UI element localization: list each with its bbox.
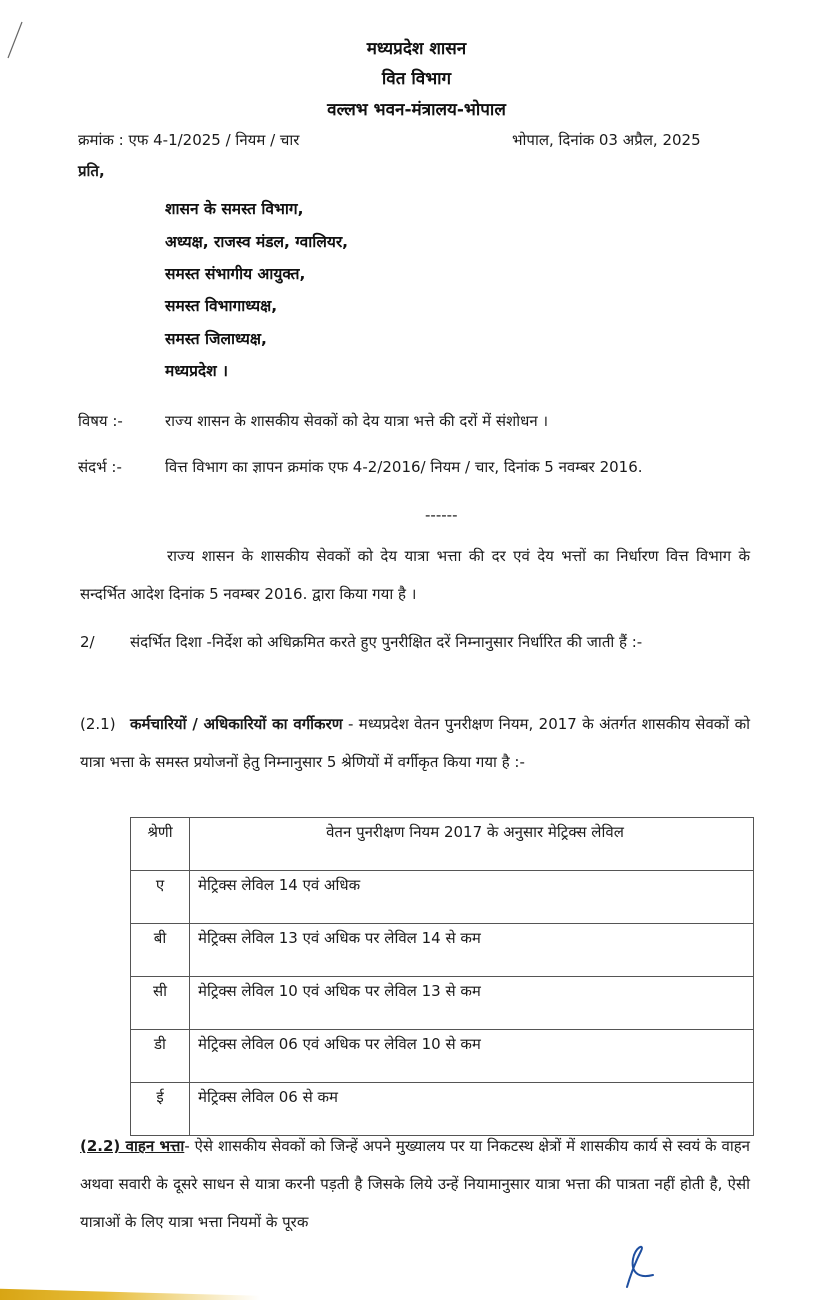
addressee: समस्त जिलाध्यक्ष, <box>165 330 267 348</box>
place-date: भोपाल, दिनांक 03 अप्रैल, 2025 <box>512 131 701 149</box>
table-header-category: श्रेणी <box>131 818 190 871</box>
table-cell-level: मेट्रिक्स लेविल 10 एवं अधिक पर लेविल 13 से कम <box>190 977 754 1030</box>
table-cell-category: बी <box>131 924 190 977</box>
table-row <box>131 977 754 1030</box>
paragraph-intro: राज्य शासन के शासकीय सेवकों को देय यात्रा भत्ता की दर एवं देय भत्तों का निर्धारण वित्त विभाग के सन्दर्भित आदेश दिनांक 5 नवम्बर 2016. द्वारा किया गया है । <box>80 547 750 603</box>
table-cell-level: मेट्रिक्स लेविल 13 एवं अधिक पर लेविल 14 से कम <box>190 924 754 977</box>
reference-label: संदर्भ :- <box>78 458 122 476</box>
page-edge-shadow <box>0 1286 260 1300</box>
classification-table <box>130 817 754 1136</box>
table-row <box>131 871 754 924</box>
table-header-row <box>131 818 754 871</box>
signature-initial <box>615 1245 665 1290</box>
paragraph-2-2-heading: (2.2) वाहन भत्ता <box>80 1137 185 1155</box>
addressee: समस्त विभागाध्यक्ष, <box>165 297 278 315</box>
paragraph-2-2 <box>80 1127 750 1241</box>
paragraph-2-1-number: (2.1) <box>80 715 116 733</box>
paragraph-2-1 <box>80 705 750 781</box>
subject-label: विषय :- <box>78 412 123 430</box>
paragraph-2-2-text: - ऐसे शासकीय सेवकों को जिन्हें अपने मुख्यालय पर या निकटस्थ क्षेत्रों में शासकीय कार्य से स्वयं के वाहन अथवा सवारी के दूसरे साधन से यात्रा करनी पड़ती है जिसके लिये उन्हें नियामानुसार यात्रा भत्ता की पात्रता नहीं होती है, ऐसी यात्राओं के लिए यात्रा भत्ता नियमों के पूरक <box>80 1137 750 1231</box>
header-address: वल्लभ भवन-मंत्रालय-भोपाल <box>327 100 506 120</box>
addressee: अध्यक्ष, राजस्व मंडल, ग्वालियर, <box>165 233 349 251</box>
table-cell-level: मेट्रिक्स लेविल 06 से कम <box>190 1083 754 1136</box>
pen-mark <box>0 0 40 70</box>
addressee: समस्त संभागीय आयुक्त, <box>165 265 306 283</box>
table-cell-category: डी <box>131 1030 190 1083</box>
table-cell-category: ई <box>131 1083 190 1136</box>
table-cell-level: मेट्रिक्स लेविल 14 एवं अधिक <box>190 871 754 924</box>
table-cell-category: ए <box>131 871 190 924</box>
paragraph-2-text: संदर्भित दिशा -निर्देश को अधिक्रमित करते हुए पुनरीक्षित दरें निम्नानुसार निर्धारित की जाती हैं :- <box>130 633 643 651</box>
paragraph-2 <box>80 623 750 661</box>
separator: ------ <box>425 506 458 524</box>
header-department: वित विभाग <box>381 69 452 89</box>
table-cell-category: सी <box>131 977 190 1030</box>
addressee: शासन के समस्त विभाग, <box>165 200 304 218</box>
paragraph-2-1-heading: कर्मचारियों / अधिकारियों का वर्गीकरण <box>130 715 343 733</box>
reference-number: क्रमांक : एफ 4-1/2025 / नियम / चार <box>78 131 300 149</box>
table-header-matrix-level: वेतन पुनरीक्षण नियम 2017 के अनुसार मेट्रिक्स लेविल <box>190 818 754 871</box>
table-row <box>131 1030 754 1083</box>
table-cell-level: मेट्रिक्स लेविल 06 एवं अधिक पर लेविल 10 से कम <box>190 1030 754 1083</box>
reference-text: वित्त विभाग का ज्ञापन क्रमांक एफ 4-2/2016/ नियम / चार, दिनांक 5 नवम्बर 2016. <box>165 458 643 476</box>
table-row <box>131 924 754 977</box>
paragraph-2-number: 2/ <box>80 633 95 651</box>
subject-text: राज्य शासन के शासकीय सेवकों को देय यात्रा भत्ते की दरों में संशोधन । <box>165 412 549 430</box>
to-label: प्रति, <box>78 162 105 180</box>
addressee: मध्यप्रदेश । <box>165 362 228 380</box>
paragraph-2-1-text: - मध्यप्रदेश वेतन पुनरीक्षण नियम, 2017 के अंतर्गत शासकीय सेवकों को यात्रा भत्ता के समस्त प्रयोजनों हेतु निम्नानुसार 5 श्रेणियों में वर्गीकृत किया गया है :- <box>80 715 750 771</box>
header-government: मध्यप्रदेश शासन <box>366 39 467 59</box>
